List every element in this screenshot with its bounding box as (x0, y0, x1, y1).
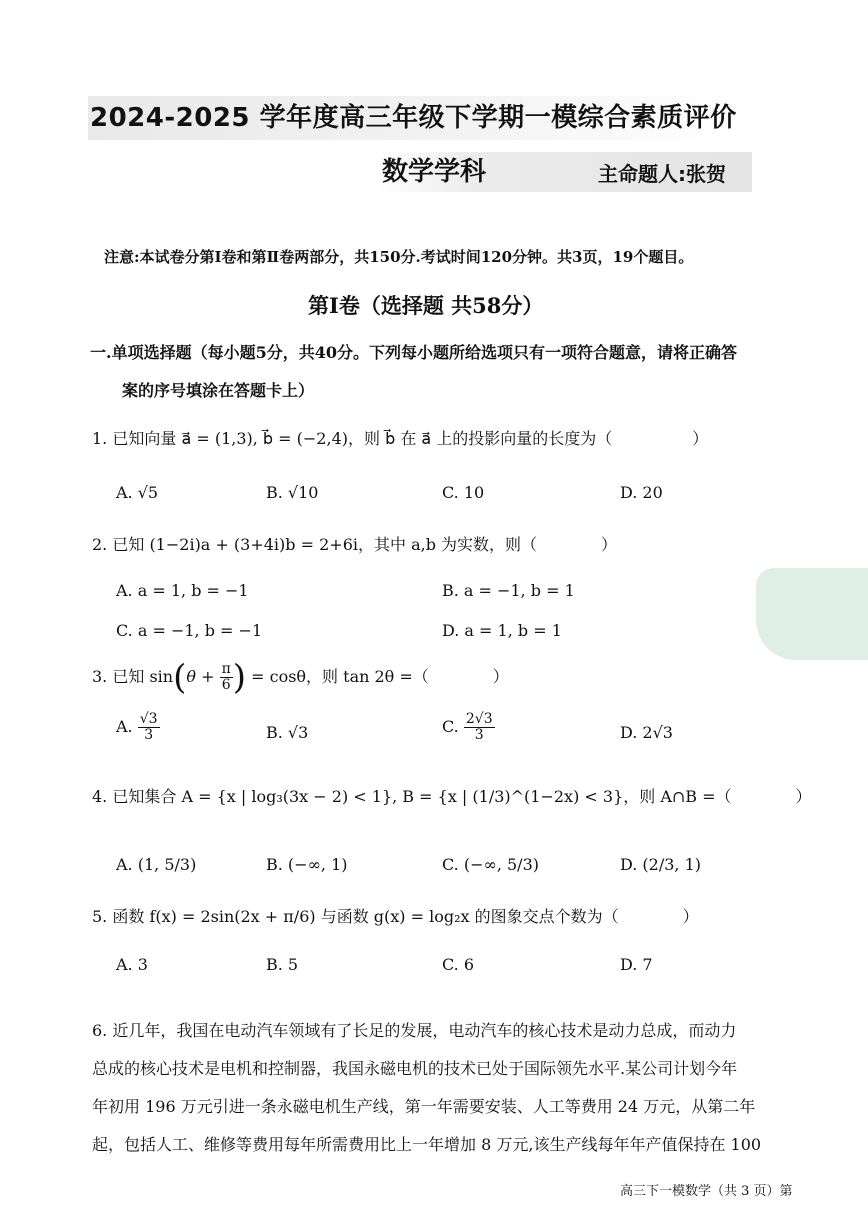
q1-option-a: A. √5 (116, 483, 159, 502)
right-paren: ) (232, 657, 247, 698)
q5-option-c: C. 6 (442, 955, 475, 974)
q6-line-3: 年初用 196 万元引进一条永磁电机生产线，第一年需要安装、人工等费用 24 万元，从第二年 (92, 1097, 756, 1116)
q3-option-c (442, 712, 495, 743)
q1-option-b: B. √10 (266, 483, 319, 502)
fraction-pi-over-6: $\frac{\pi}{6}$ (221, 661, 231, 693)
fraction-2sqrt3-over-3: $\frac{2√3}{3}$ (465, 711, 493, 743)
q3-option-a (116, 712, 160, 743)
q6-line-1: 6. 近几年，我国在电动汽车领域有了长足的发展，电动汽车的核心技术是动力总成，而动力 (92, 1021, 737, 1040)
q3-option-c-label: C. (442, 717, 459, 736)
left-paren: ( (173, 657, 187, 698)
question-4: 4. 已知集合 A = {x | log₃(3x − 2) < 1}, B = {x | (1/3)^(1−2x) < 3}，则 A∩B =（ ） (92, 787, 812, 806)
q2-option-b: B. a = −1, b = 1 (442, 581, 575, 600)
q5-option-d: D. 7 (620, 955, 653, 974)
question-3: 3. 已知 sin(θ + $\frac{\pi}{6}$ ) = cosθ，则 tan 2θ =（ ） (92, 657, 509, 698)
q6-line-2: 总成的核心技术是电机和控制器，我国永磁电机的技术已处于国际领先水平.某公司计划今年 (92, 1059, 738, 1078)
q3-text-suffix: = cosθ，则 tan 2θ =（ ） (251, 667, 509, 686)
fraction-sqrt3-over-3: $\frac{√3}{3}$ (139, 711, 158, 743)
q5-option-a: A. 3 (116, 955, 148, 974)
q3-text-prefix: 3. 已知 sin (92, 667, 174, 686)
q4-option-b: B. (−∞, 1) (266, 855, 348, 874)
q6-line-4: 起，包括人工、维修等费用每年所需费用比上一年增加 8 万元,该生产线每年年产值保持在 100 (92, 1135, 762, 1154)
q3-option-b: B. √3 (266, 723, 309, 742)
notice-text: 注意:本试卷分第Ⅰ卷和第Ⅱ卷两部分，共150分.考试时间120分钟。共3页，19个题目。 (104, 248, 694, 266)
page-footer: 高三下一模数学（共 3 页）第 (620, 1184, 793, 1199)
question-2: 2. 已知 (1−2i)a + (3+4i)b = 2+6i，其中 a,b 为实数，则（ ） (92, 535, 618, 554)
question-5: 5. 函数 f(x) = 2sin(2x + π/6) 与函数 g(x) = log₂x 的图象交点个数为（ ） (92, 907, 699, 926)
subject-label: 数学学科 (382, 157, 487, 187)
part1-instructions-line1: 一.单项选择题（每小题5分，共40分。下列每小题所给选项只有一项符合题意，请将正确答 (90, 343, 737, 362)
q2-option-d: D. a = 1, b = 1 (442, 621, 562, 640)
q1-option-c: C. 10 (442, 483, 485, 502)
part1-instructions-line2: 案的序号填涂在答题卡上） (122, 381, 315, 400)
q4-option-c: C. (−∞, 5/3) (442, 855, 539, 874)
q2-option-a: A. a = 1, b = −1 (116, 581, 249, 600)
q4-option-a: A. (1, 5/3) (116, 855, 197, 874)
author-label: 主命题人:张贺 (598, 162, 726, 186)
section-title: 第Ⅰ卷（选择题 共58分） (308, 293, 544, 318)
q2-option-c: C. a = −1, b = −1 (116, 621, 263, 640)
q3-option-a-label: A. (116, 717, 133, 736)
q3-option-d: D. 2√3 (620, 723, 673, 742)
q5-option-b: B. 5 (266, 955, 299, 974)
q1-option-d: D. 20 (620, 483, 663, 502)
question-1: 1. 已知向量 a⃗ = (1,3), b⃗ = (−2,4)，则 b⃗ 在 a⃗ 上的投影向量的长度为（ ） (92, 429, 709, 448)
q4-option-d: D. (2/3, 1) (620, 855, 702, 874)
page-stain (756, 568, 868, 660)
exam-title: 2024-2025 学年度高三年级下学期一模综合素质评价 (88, 96, 730, 140)
